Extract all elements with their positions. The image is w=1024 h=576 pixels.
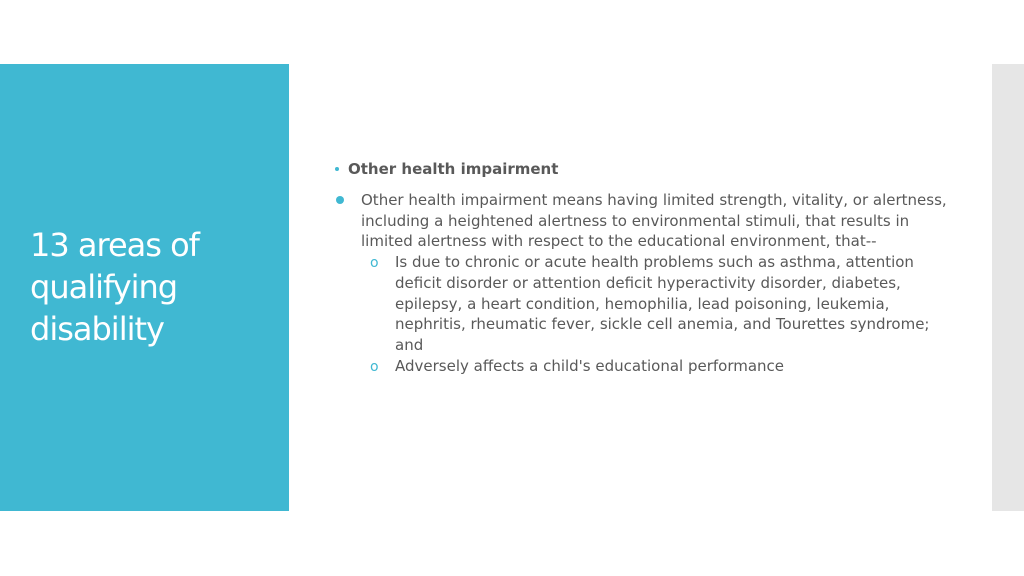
hollow-circle-bullet-icon: o	[370, 255, 379, 272]
content-area	[334, 158, 954, 376]
side-strip	[992, 64, 1024, 511]
sub-item-text: Adversely affects a child's educational performance	[395, 356, 785, 375]
definition-text: Other health impairment means having limited strength, vitality, or alertness, including a heightened alertness to environmental stimuli, that results in limited alertness with respect to the educational environment, that--	[361, 191, 947, 251]
small-bullet-icon	[335, 167, 339, 171]
section-heading	[334, 158, 954, 180]
list-item	[361, 356, 954, 377]
sub-item-text: Is due to chronic or acute health problems such as asthma, attention deficit disorder or attention deficit hyperactivity disorder, diabetes, epilepsy, a heart condition, hemophilia, lead poisoning, leukemia, nephritis, rheumatic fever, sickle cell anemia, and Tourettes syndrome; and	[395, 253, 930, 354]
sub-bullet-list	[361, 252, 954, 376]
slide-title: 13 areas of qualifying disability	[30, 226, 199, 348]
list-item	[361, 252, 954, 356]
definition-bullet	[334, 190, 954, 376]
hollow-circle-bullet-icon: o	[370, 358, 379, 375]
filled-circle-bullet-icon	[336, 196, 344, 204]
section-heading-text: Other health impairment	[348, 160, 559, 178]
